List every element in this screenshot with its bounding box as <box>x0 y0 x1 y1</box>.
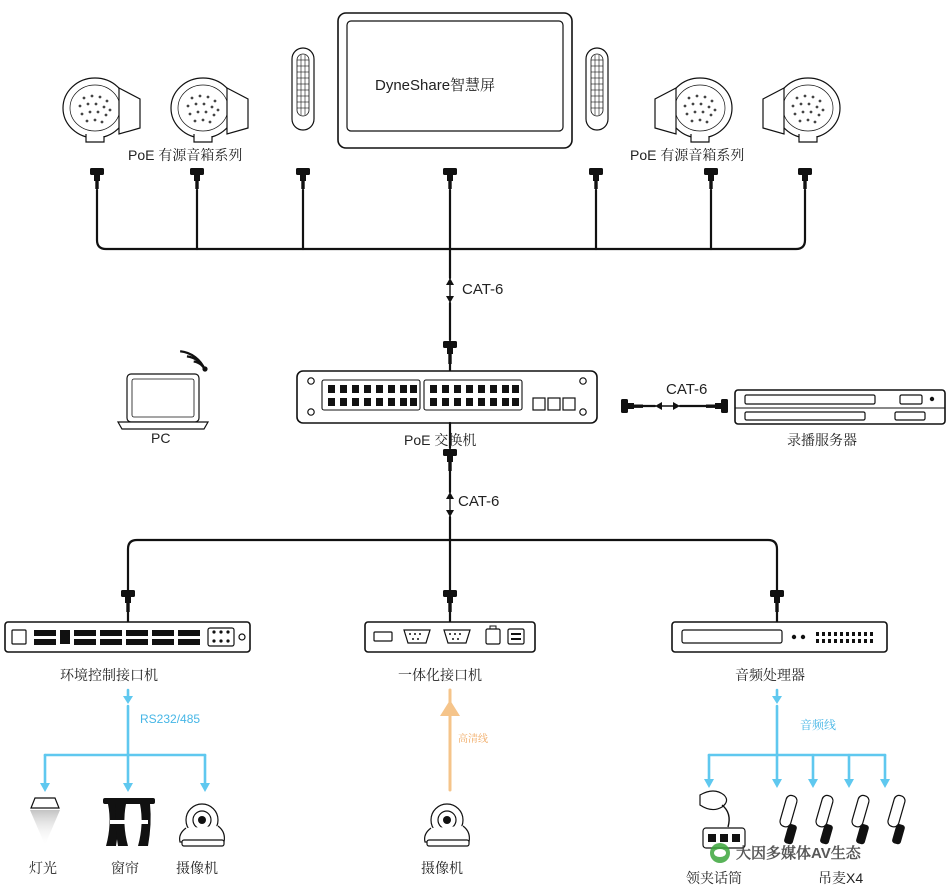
pc-label: PC <box>151 430 171 446</box>
camera-left <box>180 804 225 846</box>
integrated-interface-device <box>365 622 535 652</box>
poe-switch <box>297 371 597 423</box>
hanging-mic-2 <box>815 794 834 845</box>
lavalier-mic <box>700 791 745 848</box>
rj45-plug-switch-top <box>443 341 457 364</box>
integrated-interface-label: 一体化接口机 <box>398 667 482 683</box>
rj45-plug-switch-bottom <box>443 449 457 471</box>
switch-label: PoE 交换机 <box>404 432 477 448</box>
speaker-left-2 <box>171 78 248 142</box>
curtain-label: 窗帘 <box>111 860 139 876</box>
speaker-left-1 <box>63 78 140 142</box>
camera-mid-label: 摄像机 <box>421 860 463 876</box>
brand-logo-icon <box>710 843 730 863</box>
audio-cable-label: 音频线 <box>800 718 837 732</box>
rs232-label: RS232/485 <box>140 712 201 726</box>
speaker-right-label: PoE 有源音箱系列 <box>630 147 745 163</box>
rj45-plug-server-right <box>706 399 728 413</box>
env-control-device <box>5 622 250 652</box>
cat6-top-label: CAT-6 <box>462 281 504 298</box>
cat6-mid-label: CAT-6 <box>458 493 500 510</box>
env-control-label: 环境控制接口机 <box>60 667 158 683</box>
hanging-mic-label: 吊麦X4 <box>818 870 864 886</box>
record-server-label: 录播服务器 <box>787 432 857 448</box>
camera-left-label: 摄像机 <box>176 860 218 876</box>
watermark <box>710 842 861 863</box>
camera-middle <box>425 804 470 846</box>
rj45-plugs-top <box>90 168 812 189</box>
cat6-right-label: CAT-6 <box>666 381 708 398</box>
light-fixture <box>30 798 60 845</box>
pc-laptop <box>118 348 208 429</box>
hanging-mic-1 <box>779 794 798 845</box>
wall-panel-right <box>586 48 608 130</box>
record-server <box>735 390 945 424</box>
curtain-icon <box>103 798 155 846</box>
display-label: DyneShare智慧屏 <box>375 77 496 94</box>
audio-processor-label: 音频处理器 <box>735 667 805 683</box>
speaker-right-1 <box>655 78 732 142</box>
rj45-plugs-lower <box>121 590 784 612</box>
audio-processor-device <box>672 622 887 652</box>
speaker-right-2 <box>763 78 840 142</box>
watermark-text: 大因多媒体AV生态 <box>736 845 861 862</box>
hanging-mic-3 <box>851 794 870 845</box>
speaker-left-label: PoE 有源音箱系列 <box>128 147 243 163</box>
hdmi-label: 高清线 <box>458 734 488 745</box>
lavalier-label: 领夹话筒 <box>686 870 742 886</box>
wall-panel-left <box>292 48 314 130</box>
light-label: 灯光 <box>29 860 57 876</box>
hanging-mic-4 <box>887 794 906 845</box>
rj45-plug-server-left <box>621 399 643 413</box>
